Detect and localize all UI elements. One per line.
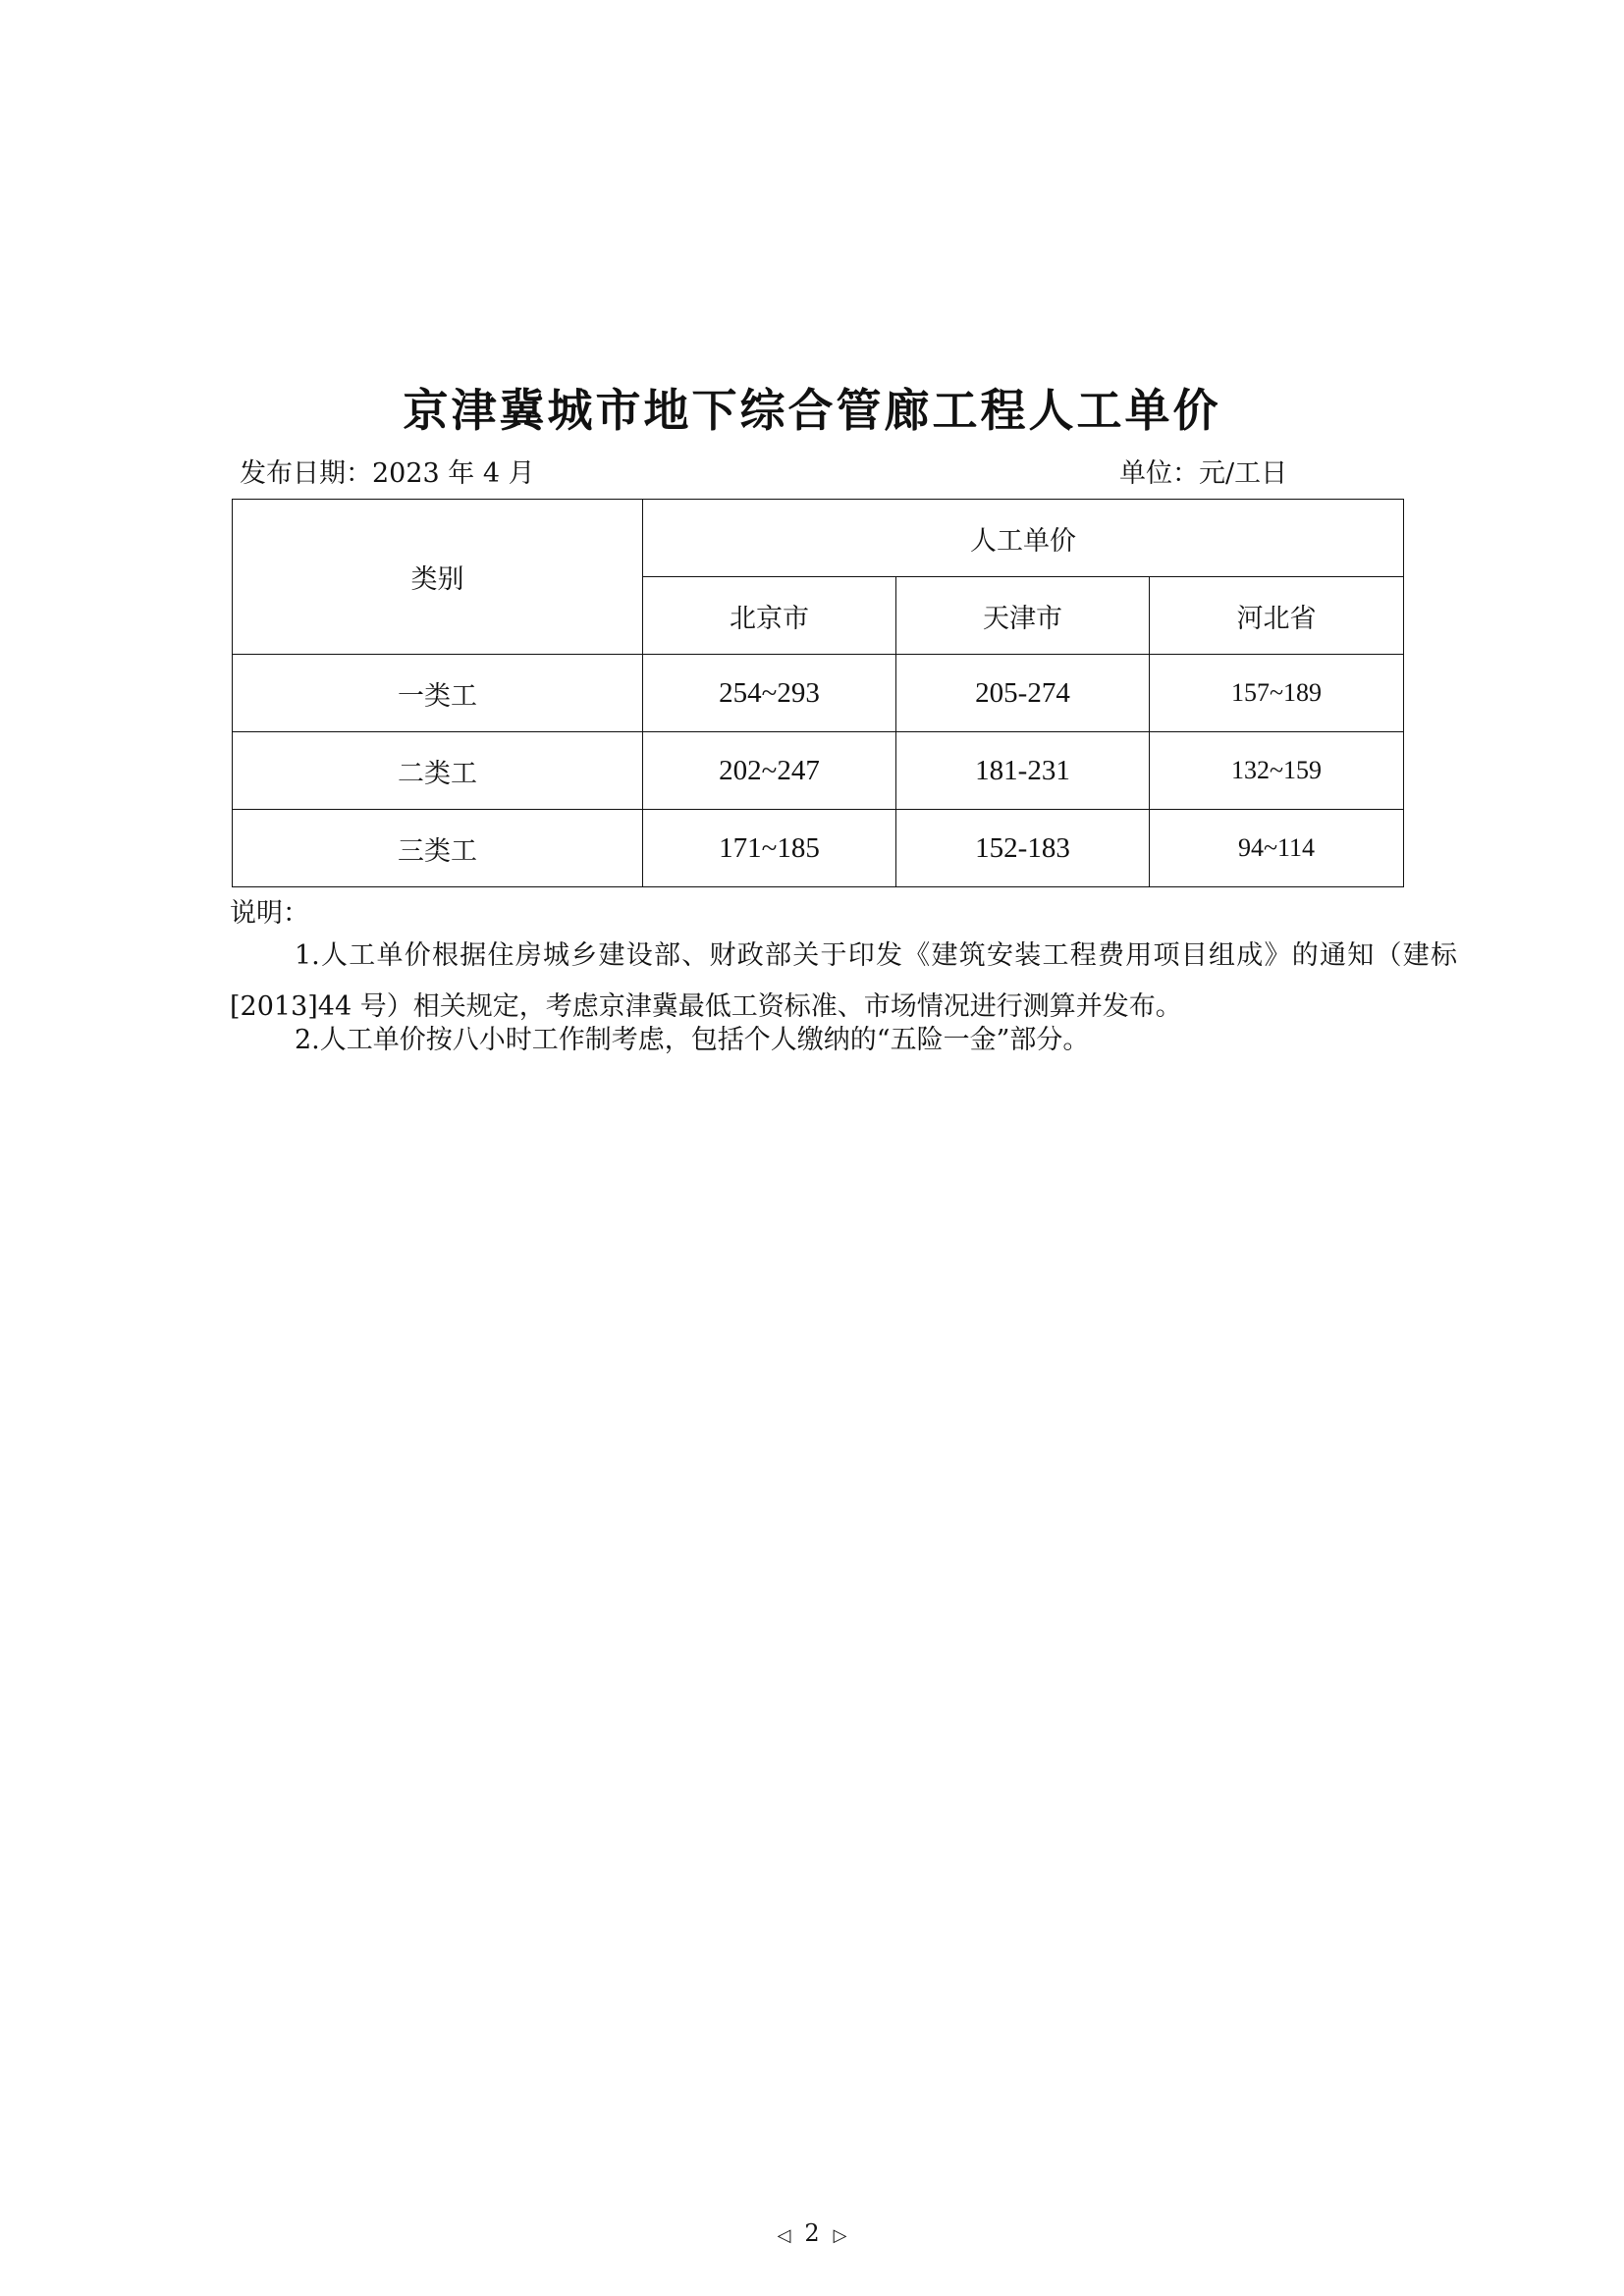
notes-heading: 说明：	[230, 898, 309, 929]
note-paragraph: 2.人工单价按八小时工作制考虑，包括个人缴纳的“五险一金”部分。	[295, 1025, 1090, 1055]
row-label: 一类工	[233, 655, 643, 732]
table-row	[233, 732, 1404, 810]
table-cell: 132~159	[1150, 732, 1404, 810]
row-label: 二类工	[233, 732, 643, 810]
table-cell: 94~114	[1150, 810, 1404, 887]
unit-label: 单位：元/工日	[1119, 458, 1288, 489]
page-title: 京津冀城市地下综合管廊工程人工单价	[403, 384, 1221, 437]
table-row	[233, 655, 1404, 732]
table-cell: 181-231	[896, 732, 1150, 810]
table-cell: 157~189	[1150, 655, 1404, 732]
city-header-beijing: 北京市	[643, 577, 896, 655]
labor-price-header: 人工单价	[643, 500, 1404, 577]
table-cell: 152-183	[896, 810, 1150, 887]
row-label: 三类工	[233, 810, 643, 887]
left-triangle-icon: ◁	[777, 2225, 791, 2246]
labor-price-table	[232, 499, 1404, 887]
table-cell: 205-274	[896, 655, 1150, 732]
table-cell: 171~185	[643, 810, 896, 887]
publish-date: 发布日期：2023 年 4 月	[240, 458, 535, 489]
note-paragraph: 1.人工单价根据住房城乡建设部、财政部关于印发《建筑安装工程费用项目组成》的通知（建标[2013]44 号）相关规定，考虑京津冀最低工资标准、市场情况进行测算并发布。	[230, 940, 1457, 1022]
city-header-tianjin: 天津市	[896, 577, 1150, 655]
table-header-row	[233, 500, 1404, 577]
page-number: 2	[804, 2219, 820, 2247]
table-cell: 254~293	[643, 655, 896, 732]
city-header-hebei: 河北省	[1150, 577, 1404, 655]
page-footer	[0, 2218, 1624, 2251]
right-triangle-icon: ▷	[833, 2225, 847, 2246]
category-header: 类别	[233, 500, 643, 655]
table-row	[233, 810, 1404, 887]
table-cell: 202~247	[643, 732, 896, 810]
